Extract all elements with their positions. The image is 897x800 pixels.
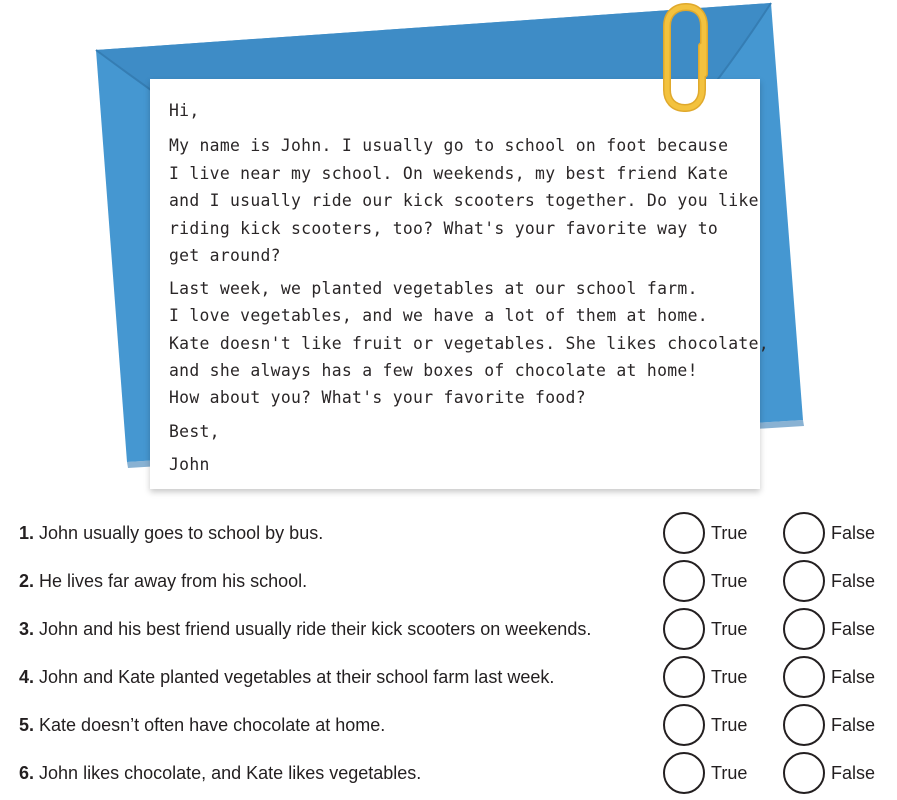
question-number: 2. [19, 571, 35, 591]
letter-line: and she always has a few boxes of chocolate at home! [169, 361, 698, 380]
letter-card [150, 79, 769, 489]
question-statement: Kate doesn’t often have chocolate at home. [39, 715, 386, 735]
question-statement: John and his best friend usually ride their kick scooters on weekends. [39, 619, 592, 639]
true-option[interactable] [663, 560, 763, 602]
false-radio-circle[interactable] [783, 704, 825, 746]
question-number: 4. [19, 667, 35, 687]
false-label: False [831, 715, 876, 735]
true-option[interactable] [663, 512, 763, 554]
question-statement: John usually goes to school by bus. [39, 523, 324, 543]
letter-line: I live near my school. On weekends, my best friend Kate [169, 164, 729, 183]
question-statement: John likes chocolate, and Kate likes vegetables. [39, 763, 422, 783]
question-row [0, 653, 897, 701]
false-label: False [831, 619, 876, 639]
question-row [0, 557, 897, 605]
true-option[interactable] [663, 704, 763, 746]
letter-closing: Best, [169, 422, 220, 441]
true-radio-circle[interactable] [663, 512, 705, 554]
letter-line: Kate doesn't like fruit or vegetables. She likes chocolate, [169, 334, 769, 353]
false-radio-circle[interactable] [783, 608, 825, 650]
letter-line: Last week, we planted vegetables at our school farm. [169, 279, 698, 298]
true-option[interactable] [663, 752, 763, 794]
false-option[interactable] [783, 656, 893, 698]
false-label: False [831, 523, 876, 543]
question-text [19, 665, 554, 689]
true-radio-circle[interactable] [663, 656, 705, 698]
letter-line: My name is John. I usually go to school on foot because [169, 136, 729, 155]
true-label: True [711, 523, 748, 543]
question-row [0, 701, 897, 749]
question-text [19, 521, 323, 545]
letter-greeting: Hi, [169, 101, 200, 120]
letter-line: get around? [169, 246, 281, 265]
paper-clip-icon [655, 2, 715, 114]
false-radio-circle[interactable] [783, 752, 825, 794]
question-text [19, 569, 307, 593]
question-number: 5. [19, 715, 35, 735]
false-radio-circle[interactable] [783, 560, 825, 602]
question-row [0, 509, 897, 557]
question-row [0, 749, 897, 797]
false-option[interactable] [783, 704, 893, 746]
true-radio-circle[interactable] [663, 704, 705, 746]
true-radio-circle[interactable] [663, 560, 705, 602]
question-statement: John and Kate planted vegetables at their school farm last week. [39, 667, 555, 687]
letter-line: and I usually ride our kick scooters together. Do you like [169, 191, 759, 210]
true-radio-circle[interactable] [663, 608, 705, 650]
false-label: False [831, 571, 876, 591]
letter-line: I love vegetables, and we have a lot of them at home. [169, 306, 708, 325]
letter-line: riding kick scooters, too? What's your favorite way to [169, 219, 719, 238]
question-number: 3. [19, 619, 35, 639]
question-text [19, 617, 591, 641]
false-label: False [831, 667, 876, 687]
letter-line: How about you? What's your favorite food? [169, 388, 586, 407]
true-option[interactable] [663, 608, 763, 650]
false-label: False [831, 763, 876, 783]
true-label: True [711, 763, 748, 783]
question-text [19, 761, 421, 785]
true-option[interactable] [663, 656, 763, 698]
true-label: True [711, 667, 748, 687]
question-number: 1. [19, 523, 35, 543]
true-radio-circle[interactable] [663, 752, 705, 794]
question-number: 6. [19, 763, 35, 783]
question-text [19, 713, 385, 737]
false-radio-circle[interactable] [783, 656, 825, 698]
question-statement: He lives far away from his school. [39, 571, 308, 591]
true-label: True [711, 619, 748, 639]
question-row [0, 605, 897, 653]
false-option[interactable] [783, 608, 893, 650]
false-option[interactable] [783, 560, 893, 602]
false-option[interactable] [783, 752, 893, 794]
true-label: True [711, 715, 748, 735]
letter-signature: John [169, 455, 210, 474]
true-label: True [711, 571, 748, 591]
false-option[interactable] [783, 512, 893, 554]
false-radio-circle[interactable] [783, 512, 825, 554]
